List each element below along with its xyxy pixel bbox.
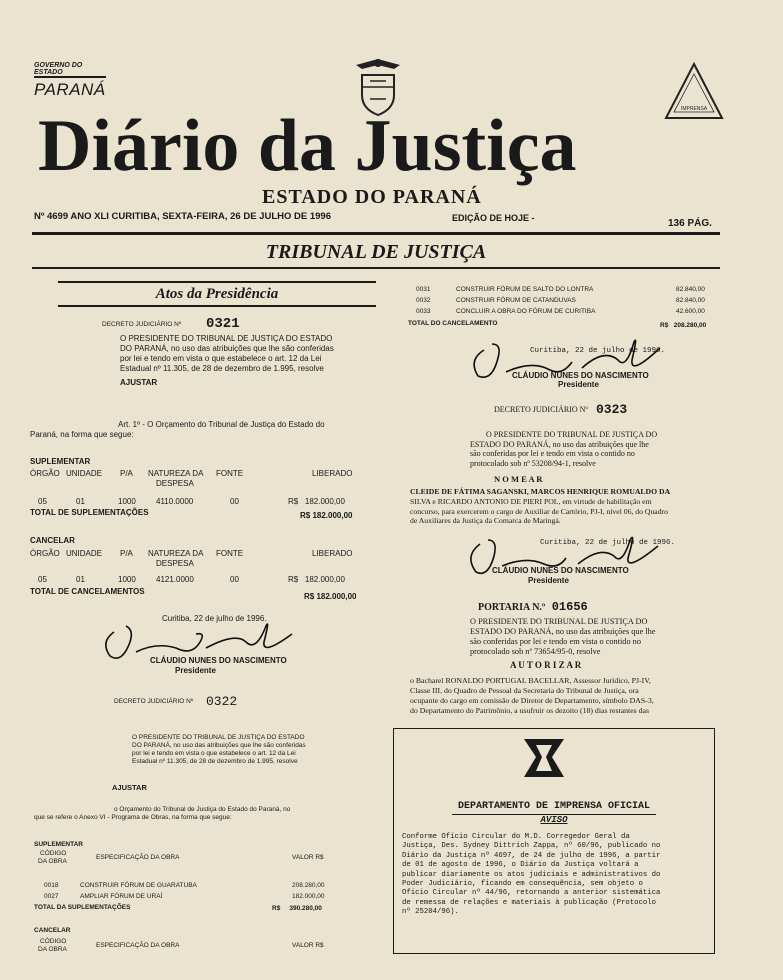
col-orgao: ÓRGÃO [30,469,60,478]
text-line: o Orçamento do Tribunal de Justiça do Estado do Paraná, no [114,806,291,813]
col-pa: P/A [120,549,133,558]
text-line: o Bacharel RONALDO PORTUGAL BACELLAR, Assessor Jurídico, PJ-IV, [410,676,651,685]
table-row [408,297,720,305]
header-rule [32,232,720,235]
newspaper-title: Diário da Justiça [38,105,577,187]
text-line: de Auxiliares da Justiça da Comarca de Maringá. [410,516,561,526]
portaria-number: 01656 [551,600,588,614]
col-orgao: ÓRGÃO [30,549,60,558]
table-row [30,575,376,585]
autorizar-text [410,676,724,716]
newspaper-subtitle: ESTADO DO PARANÁ [262,186,482,208]
text-line: Classe III, do Quadro de Pessoal da Secretaria do Tribunal de Justiça, ora [410,686,639,695]
text-line: nº 25204/96). [402,908,459,917]
presidencia-heading: Atos da Presidência [155,286,279,302]
total-label: TOTAL DA SUPLEMENTAÇÕES [34,904,131,911]
decree-label: DECRETO JUDICIÁRIO Nº [114,698,194,705]
cell: 1000 [118,497,136,506]
decree-number: 0323 [596,402,628,417]
text-line: de 01 de agosto de 1996, o Diário da Justiça voltará a [402,861,639,870]
portaria-label-text: PORTARIA N.º [478,602,546,613]
col-natureza: NATUREZA DA [148,469,204,478]
cell: 00 [230,497,239,506]
edition-label: EDIÇÃO DE HOJE - [452,213,535,223]
table-row [408,286,720,294]
imprensa-oficial-box [393,728,715,954]
cell: 42.600,00 [676,308,705,315]
text-line: DO PARANÁ, no uso das atribuições que lhe são conferidas [132,742,306,749]
total-label: TOTAL DE CANCELAMENTOS [30,587,145,596]
cell: AMPLIAR FÓRUM DE URAÍ [80,893,163,900]
col-pa: P/A [120,469,133,478]
col-liberado: LIBERADO [312,469,353,478]
total-label: TOTAL DO CANCELAMENTO [408,320,498,327]
col-liberado: LIBERADO [312,549,353,558]
signer-role: Presidente [558,380,599,389]
col-valor: VALOR R$ [292,854,324,861]
text-line: ESTADO DO PARANÁ, no uso das atribuições que lhe [470,627,656,636]
text-line: O PRESIDENTE DO TRIBUNAL DE JUSTIÇA DO [486,430,658,439]
cell: 0032 [416,297,431,304]
col-codigo: CÓDIGO [40,850,67,857]
presidencia-rule-bottom [58,305,376,307]
text-line: O PRESIDENTE DO TRIBUNAL DE JUSTIÇA DO ESTADO [120,334,333,343]
portaria-label [478,600,588,614]
table-row [408,308,720,316]
cell: CONSTRUIR FÓRUM DE SALTO DO LONTRA [456,286,594,293]
text-line: protocolado sob nº 73654/95-0, resolve [470,647,601,656]
cancelar-title: CANCELAR [34,927,71,934]
cell: CONSTRUIR FÓRUM DE GUARATUBA [80,882,197,889]
text-line: são conferidas por lei e tendo em vista o contido no [470,449,635,458]
col-fonte: FONTE [216,549,244,558]
suplementar-title: SUPLEMENTAR [34,841,83,848]
page-count: 136 PÁG. [668,218,712,229]
table-row [34,882,374,890]
text-line: por lei e tendo em vista o que estabelece o art. 12 da Lei [120,354,322,363]
signer-name: CLÁUDIO NUNES DO NASCIMENTO [492,566,629,575]
cell: 82.840,00 [676,286,705,293]
text-line: de remessa de relações e materiais à publicação (Protocolo [402,898,656,907]
col-especificacao: ESPECIFICAÇÃO DA OBRA [96,942,180,949]
box-title-wrap [394,795,714,813]
cell: 182.000,00 [292,893,325,900]
svg-text:IMPRENSA: IMPRENSA [680,106,708,112]
text-line: por lei e tendo em vista o que estabelece o art. 12 da Lei [132,750,296,757]
signer-role: Presidente [528,576,569,585]
cell: 01 [76,575,85,584]
ajustar-label: AJUSTAR [120,378,158,387]
text-line: que se refere o Anexo VI - Programa de Obras, na forma que segue: [34,814,232,821]
col-codigo-2: DA OBRA [38,946,67,953]
total-value: R$ 182.000,00 [304,592,357,601]
budget-header [30,469,376,491]
nomear-text [410,487,722,526]
cell: 0031 [416,286,431,293]
issue-line: Nº 4699 ANO XLI CURITIBA, SEXTA-FEIRA, 26 DE JULHO DE 1996 [34,211,331,222]
aviso-text [402,833,708,918]
cell: 0027 [44,893,59,900]
decree-number: 0321 [206,316,240,332]
table-row [34,893,374,901]
decree-preamble [132,734,372,766]
text-line: CLEIDE DE FÁTIMA SAGANSKI, MARCOS HENRIQUE ROMUALDO DA [410,487,671,496]
cell: CONSTRUIR FÓRUM DE CATANDUVAS [456,297,576,304]
signature-place: Curitiba, 22 de julho de 1996. [162,614,267,623]
cell: R$ 182.000,00 [288,575,345,584]
total-value: R$ 390.280,00 [272,905,322,912]
text-line: Art. 1º - O Orçamento do Tribunal de Justiça do Estado do [118,420,325,429]
text-line: ocupante do cargo em comissão de Diretor de Departamento, símbolo DAS-3, [410,696,654,705]
ajustar-label: AJUSTAR [112,783,147,792]
text-line: O PRESIDENTE DO TRIBUNAL DE JUSTIÇA DO ESTADO [132,734,305,741]
col-fonte: FONTE [216,469,244,478]
box-title: DEPARTAMENTO DE IMPRENSA OFICIAL [452,799,656,815]
text-line: SILVA e RICARDO ANTONIO DE PIERI POL, em virtude de habilitação em [410,496,652,506]
decree-label: DECRETO JUDICIÁRIO Nº [102,321,182,328]
autorizar-label: A U T O R I Z A R [510,660,582,670]
cell: 0018 [44,882,59,889]
cell: 00 [230,575,239,584]
text-line: O PRESIDENTE DO TRIBUNAL DE JUSTIÇA DO [470,617,648,626]
col-natureza-2: DESPESA [156,559,194,568]
imprensa-oficial-seal-icon [664,62,724,120]
presidencia-rule-top [58,281,376,283]
decree-label: DECRETO JUDICIÁRIO Nº [494,405,588,414]
portaria-preamble [470,617,720,657]
col-natureza-2: DESPESA [156,479,194,488]
cell: R$ 182.000,00 [288,497,345,506]
text-line: Estadual nº 11.305, de 28 de dezembro de 1.995, resolve [132,758,298,765]
cell: 05 [38,497,47,506]
col-especificacao: ESPECIFICAÇÃO DA OBRA [96,854,180,861]
total-label: TOTAL DE SUPLEMENTAÇÕES [30,508,149,517]
text-line: ESTADO DO PARANÁ, no uso das atribuições que lhe [470,439,649,449]
state-name: PARANÁ [34,80,106,99]
text-line: DO PARANÁ, no uso das atribuições que lhe são conferidas [120,344,334,353]
signature-place: Curitiba, 22 de julho de 1996. [530,347,666,355]
cell: 0033 [416,308,431,315]
signature-place: Curitiba, 22 de julho de 1996. [540,539,676,547]
text-line: Ofício Circular nº 44/96, retornando a anterior sistemática [402,889,661,898]
text-line: Diário da Justiça nº 4697, de 24 de julho de 1996, a partir [402,851,661,860]
budget-header [30,549,376,571]
text-line: Poder Judiciário, ficando em consequência, sem objeto o [402,880,643,889]
article-text [34,806,374,822]
decree-preamble [120,334,370,374]
col-unidade: UNIDADE [66,469,103,478]
col-valor: VALOR R$ [292,942,324,949]
text-line: são conferidas por lei e tendo em vista o contido no [470,637,641,646]
state-line: GOVERNO DO ESTADO [34,62,106,78]
col-codigo: CÓDIGO [40,938,67,945]
cell: 82.840,00 [676,297,705,304]
obra-header [34,938,374,956]
text-line: concurso, para exercerem o cargo de Auxiliar de Cartório, PJ-I, nível 06, do Quadro [410,506,668,516]
cell: 4121.0000 [156,575,194,584]
text-line: Conforme Ofício Circular do M.D. Corregedor Geral da [402,833,630,841]
col-codigo-2: DA OBRA [38,858,67,865]
table-row [30,497,376,507]
total-value: R$ 182.000,00 [300,511,353,520]
aviso-label: AVISO [540,815,568,825]
cell: 208.280,00 [292,882,325,889]
cell: 1000 [118,575,136,584]
signer-role: Presidente [175,666,216,675]
cell: CONCLUIR A OBRA DO FÓRUM DE CURITIBA [456,308,596,315]
text-line: protocolado sob nº 53208/94-1, resolve [470,458,596,468]
col-natureza: NATUREZA DA [148,549,204,558]
section-title: TRIBUNAL DE JUSTIÇA [265,241,487,263]
signer-name: CLÁUDIO NUNES DO NASCIMENTO [512,371,649,380]
nomear-label: N O M E A R [494,474,543,484]
cell: 01 [76,497,85,506]
cell: 4110.0000 [156,497,194,506]
imprensa-logo-icon [522,737,566,779]
col-unidade: UNIDADE [66,549,103,558]
text-line: publicar diariamente os atos judiciais e administrativos do [402,870,661,879]
cell: 05 [38,575,47,584]
text-line: Estadual nº 11.305, de 28 de dezembro de 1.995, resolve [120,364,324,373]
text-line: Justiça, Des. Sydney Dittrich Zappa, nº 60/96, publicado no [402,842,661,851]
decree-number: 0322 [206,694,238,709]
decree-preamble [470,430,720,468]
cancelar-title: CANCELAR [30,536,75,545]
section-rule [32,267,720,269]
signer-name: CLÁUDIO NUNES DO NASCIMENTO [150,656,287,665]
total-value: R$ 208.280,00 [660,322,707,329]
text-line: do Departamento do Patrimônio, a usufruir os dezoito (18) dias restantes das [410,706,650,715]
obra-header [34,850,374,868]
suplementar-title: SUPLEMENTAR [30,457,91,466]
text-line: Paraná, na forma que segue: [30,430,134,439]
article-text [30,420,376,440]
